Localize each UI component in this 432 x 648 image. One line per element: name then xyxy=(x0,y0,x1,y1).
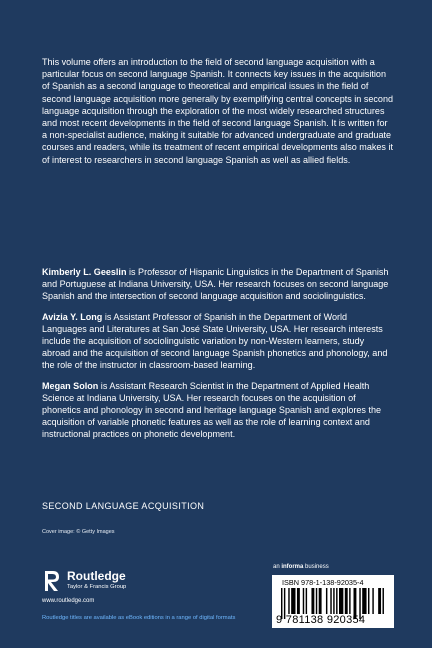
barcode-bar xyxy=(288,588,289,614)
barcode-bar xyxy=(306,588,307,614)
publisher-website[interactable]: www.routledge.com xyxy=(42,598,95,604)
barcode-bar xyxy=(368,588,369,614)
barcode-bar xyxy=(326,588,327,614)
barcode-bar xyxy=(383,588,384,614)
author-bios xyxy=(42,267,394,450)
author-name: Megan Solon xyxy=(42,381,99,392)
informa-business-label xyxy=(273,564,329,570)
barcode-bar xyxy=(333,588,334,614)
barcode-bar xyxy=(330,588,331,614)
barcode-bar xyxy=(362,588,366,614)
isbn-label: ISBN 978-1-138-92035-4 xyxy=(282,578,364,587)
barcode-bar xyxy=(316,588,317,614)
author-bio xyxy=(42,267,394,302)
author-name: Kimberly L. Geeslin xyxy=(42,267,127,277)
barcode-bar xyxy=(291,588,295,614)
author-bio xyxy=(42,312,394,371)
barcode-digits: 9 781138 920354 xyxy=(276,614,366,626)
book-description: This volume offers an introduction to the field of second language acquisition with a particular focus on second language Spanish. It connects key issues in the acquisition of Spanish as a second language to theoretical and empirical issues in the field of second language acquisition more generally by exemplifying central concepts in second language acquisition through the exploration of the most widely researched structures and most recent developments in the field of second language Spanish. It is written for a non-specialist audience, making it suitable for advanced undergraduate and graduate courses and readers, while its treatment of recent empirical developments also makes it of interest to researchers in second language Spanish as well as allied fields. xyxy=(42,57,394,165)
ebook-availability-note: Routledge titles are available as eBook editions in a range of digital formats xyxy=(42,615,236,621)
series-title: SECOND LANGUAGE ACQUISITION xyxy=(42,501,205,511)
author-name: Avizia Y. Long xyxy=(42,312,103,323)
publisher-name: Routledge xyxy=(67,569,126,583)
author-bio-text: is Professor of Hispanic Linguistics in the Department of Spanish and Portuguese at Indiana University, USA. Her research focuses on second language Spanish and the intersection of second language acquisition and sociolinguistics. xyxy=(42,267,389,301)
publisher-logo xyxy=(42,568,192,602)
barcode-bar xyxy=(311,588,314,614)
barcode-bar xyxy=(378,588,381,614)
author-bio-text: is Assistant Professor of Spanish in the Department of World Languages and Literatures at San José State University, USA. Her research interests include the acquisition of sociolinguistic variation by non-Western learners, study abroad and the acquisition of second language Spanish phonetics and phonology, and the role of the instructor in classroom-based learning. xyxy=(42,312,388,370)
informa-suffix: business xyxy=(303,564,329,570)
cover-image-credit: Cover image: © Getty Images xyxy=(42,529,115,535)
barcode-bar xyxy=(372,588,373,614)
author-bio xyxy=(42,381,394,440)
barcode-panel xyxy=(272,575,394,628)
author-bio-text: is Assistant Research Scientist in the Department of Applied Health Science at Indiana University, USA. Her research focuses on the acquisition of phonetics and phonology in second and heritage language Spanish and explores the acquisition of variable phonetic features as well as the role of learning context and instructional practices on phonetic development. xyxy=(42,381,382,439)
barcode-bar xyxy=(339,588,343,614)
publisher-tagline: Taylor & Francis Group xyxy=(67,584,127,590)
barcode-bar xyxy=(319,588,322,614)
routledge-logo-icon xyxy=(42,568,62,594)
barcode-bar xyxy=(297,588,300,614)
barcode-bar xyxy=(345,588,348,614)
barcode-bar xyxy=(303,588,304,614)
barcode-bar xyxy=(349,588,350,614)
informa-prefix: an xyxy=(273,564,282,570)
informa-brand: informa xyxy=(281,564,304,570)
barcode-bar xyxy=(336,588,337,614)
